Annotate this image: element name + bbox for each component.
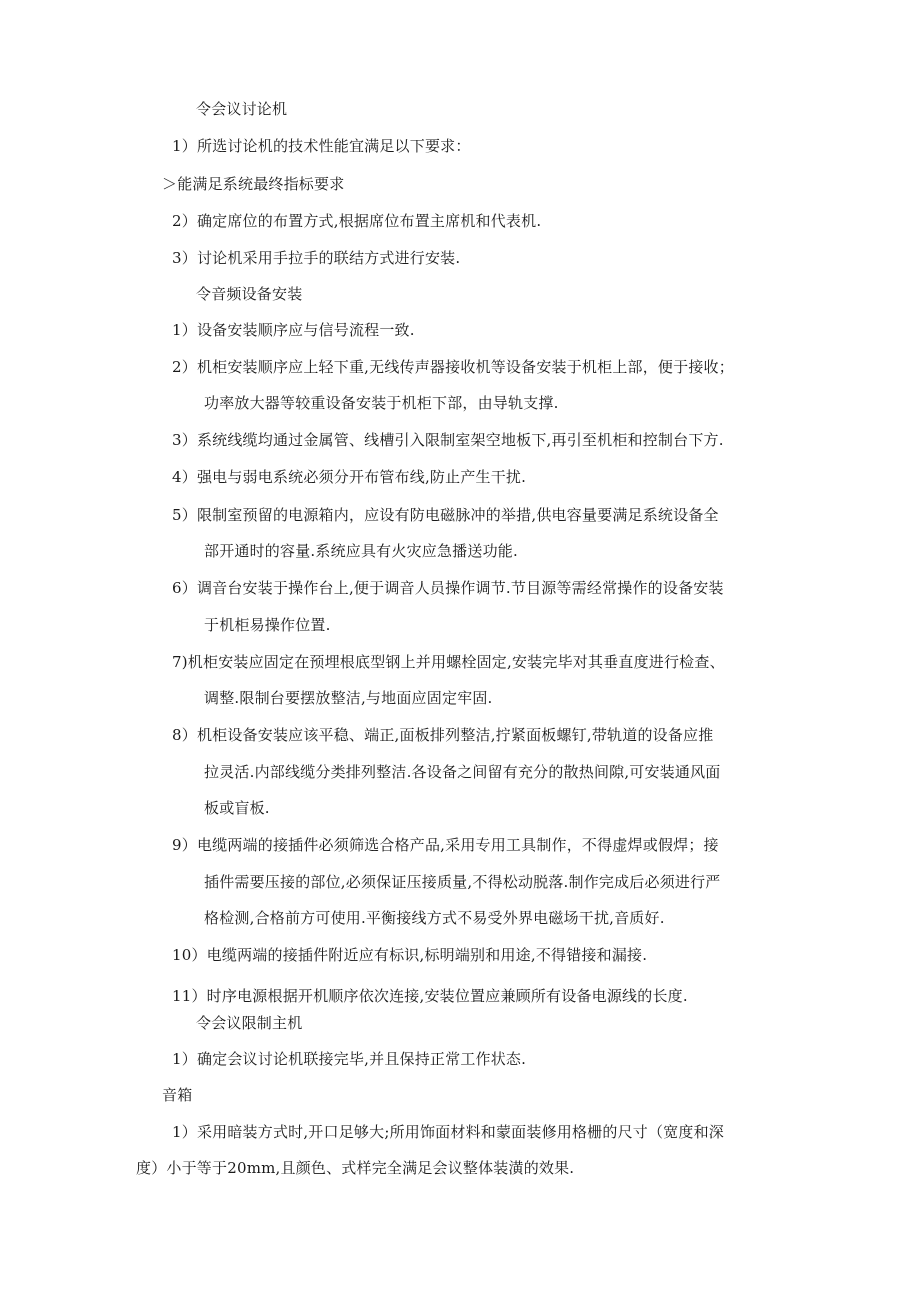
list-item: 4）强电与弱电系统必须分开布管布线,防止产生干扰. — [172, 468, 527, 486]
list-item-continuation: 板或盲板. — [204, 799, 270, 817]
list-item: ＞能满足系统最终指标要求 — [162, 175, 345, 193]
list-item: 3）系统线缆均通过金属管、线槽引入限制室架空地板下,再引至机柜和控制台下方. — [172, 431, 724, 449]
list-item: 2）机柜安装顺序应上轻下重,无线传声器接收机等设备安装于机柜上部，便于接收； — [172, 358, 734, 376]
section-heading-discussion-unit: 令会议讨论机 — [196, 100, 288, 118]
list-item-continuation: 功率放大器等较重设备安装于机柜下部，由导轨支撑. — [204, 394, 559, 412]
list-item: 9）电缆两端的接插件必须筛选合格产品,采用专用工具制作，不得虚焊或假焊；接 — [172, 836, 719, 854]
list-item: 10）电缆两端的接插件附近应有标识,标明端别和用途,不得错接和漏接. — [172, 946, 648, 964]
list-item: 5）限制室预留的电源箱内，应设有防电磁脉冲的举措,供电容量要满足系统设备全 — [172, 506, 719, 524]
list-item: 2）确定席位的布置方式,根据席位布置主席机和代表机. — [172, 212, 542, 230]
list-item: 7)机柜安装应固定在预埋根底型钢上并用螺栓固定,安装完毕对其垂直度进行检查、 — [172, 653, 725, 671]
list-item: 11）时序电源根据开机顺序依次连接,安装位置应兼顾所有设备电源线的长度. — [172, 987, 688, 1005]
list-item-continuation: 格检测,合格前方可使用.平衡接线方式不易受外界电磁场干扰,音质好. — [204, 909, 665, 927]
list-item-continuation: 于机柜易操作位置. — [204, 616, 331, 634]
list-item-continuation: 度）小于等于20mm,且颜色、式样完全满足会议整体装潢的效果. — [136, 1159, 575, 1177]
list-item-continuation: 部开通时的容量.系统应具有火灾应急播送功能. — [204, 542, 518, 560]
list-item: 8）机柜设备安装应该平稳、端正,面板排列整洁,拧紧面板螺钉,带轨道的设备应推 — [172, 726, 714, 744]
list-item: 1）所选讨论机的技术性能宜满足以下要求： — [172, 137, 471, 155]
list-item-continuation: 拉灵活.内部线缆分类排列整洁.各设备之间留有充分的散热间隙,可安装通风面 — [204, 763, 721, 781]
list-item-continuation: 插件需要压接的部位,必须保证压接质量,不得松动脱落.制作完成后必须进行严 — [204, 873, 721, 891]
list-item: 1）设备安装顺序应与信号流程一致. — [172, 321, 415, 339]
list-item: 1）确定会议讨论机联接完毕,并且保持正常工作状态. — [172, 1050, 527, 1068]
list-item: 1）采用暗装方式时,开口足够大;所用饰面材料和蒙面装修用格栅的尺寸（宽度和深 — [172, 1123, 724, 1141]
section-heading-audio-install: 令音频设备安装 — [196, 285, 303, 303]
section-heading-speakers: 音箱 — [162, 1086, 193, 1104]
list-item: 6）调音台安装于操作台上,便于调音人员操作调节.节目源等需经常操作的设备安装 — [172, 579, 724, 597]
section-heading-control-host: 令会议限制主机 — [196, 1014, 303, 1032]
list-item: 3）讨论机采用手拉手的联结方式进行安装. — [172, 249, 461, 267]
list-item-continuation: 调整.限制台要摆放整洁,与地面应固定牢固. — [204, 689, 493, 707]
